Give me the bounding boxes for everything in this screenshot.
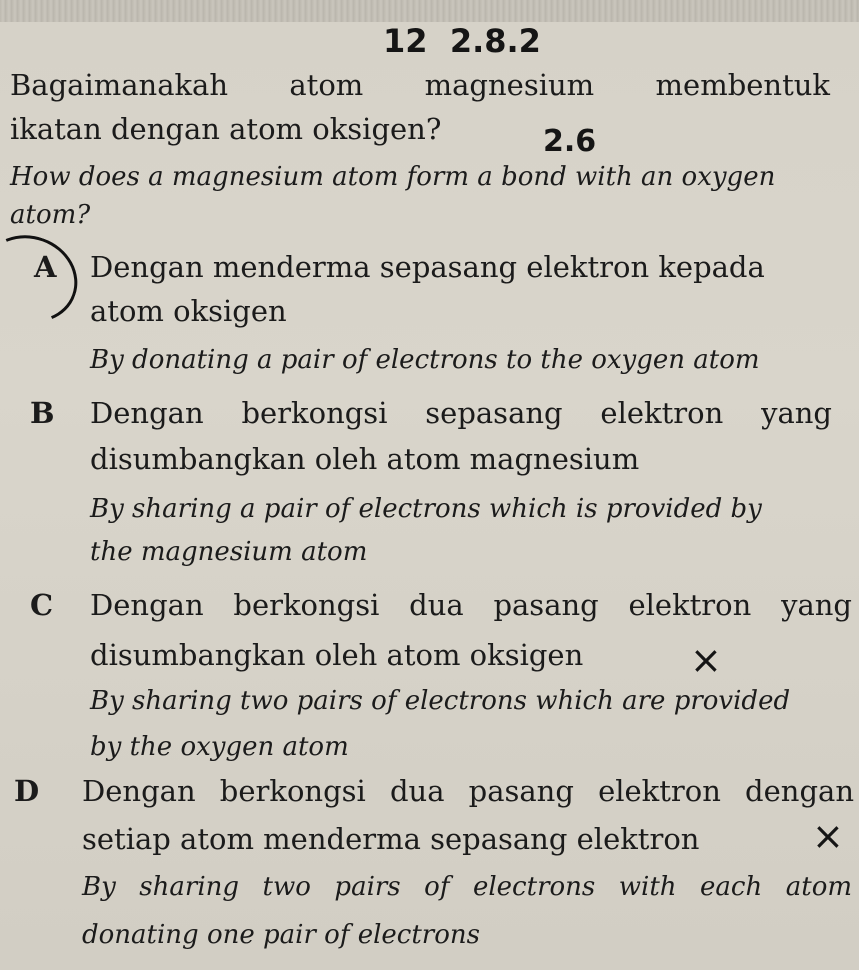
page-top-edge bbox=[0, 0, 859, 22]
wrong-mark-d: × bbox=[812, 814, 844, 858]
option-b-malay-line1: Dengan berkongsi sepasang elektron yang bbox=[90, 396, 832, 430]
option-c-english-line1: By sharing two pairs of electrons which are provided bbox=[90, 686, 791, 716]
handwritten-config-mid: 2.6 bbox=[543, 124, 597, 159]
option-b-english-line1: By sharing a pair of electrons which is provided by bbox=[90, 494, 762, 524]
option-c-letter: C bbox=[30, 588, 54, 622]
option-d-malay-line2: setiap atom menderma sepasang elektron bbox=[82, 822, 700, 856]
option-d-letter: D bbox=[14, 774, 40, 808]
question-english-line1: How does a magnesium atom form a bond with an oxygen bbox=[10, 162, 776, 192]
question-malay-line2: ikatan dengan atom oksigen? bbox=[10, 112, 442, 146]
option-d-english-line2: donating one pair of electrons bbox=[82, 920, 480, 950]
option-a-malay-line2: atom oksigen bbox=[90, 294, 287, 328]
handwritten-config-top: 12 2.8.2 bbox=[383, 22, 541, 60]
option-b-english-line2: the magnesium atom bbox=[90, 537, 368, 567]
option-b-malay-line2: disumbangkan oleh atom magnesium bbox=[90, 442, 640, 476]
option-a-malay-line1: Dengan menderma sepasang elektron kepada bbox=[90, 250, 765, 284]
option-b-letter: B bbox=[30, 396, 55, 430]
option-d-malay-line1: Dengan berkongsi dua pasang elektron dengan bbox=[82, 774, 854, 808]
question-malay-line1: Bagaimanakah atom magnesium membentuk bbox=[10, 68, 830, 102]
option-a-english-line1: By donating a pair of electrons to the oxygen atom bbox=[90, 345, 760, 375]
option-c-english-line2: by the oxygen atom bbox=[90, 732, 349, 762]
option-a-letter: A bbox=[34, 250, 57, 284]
wrong-mark-c: × bbox=[690, 638, 722, 682]
option-c-malay-line2: disumbangkan oleh atom oksigen bbox=[90, 638, 584, 672]
question-english-line2: atom? bbox=[10, 200, 91, 230]
option-d-english-line1: By sharing two pairs of electrons with each atom bbox=[82, 872, 852, 902]
option-c-malay-line1: Dengan berkongsi dua pasang elektron yang bbox=[90, 588, 852, 622]
